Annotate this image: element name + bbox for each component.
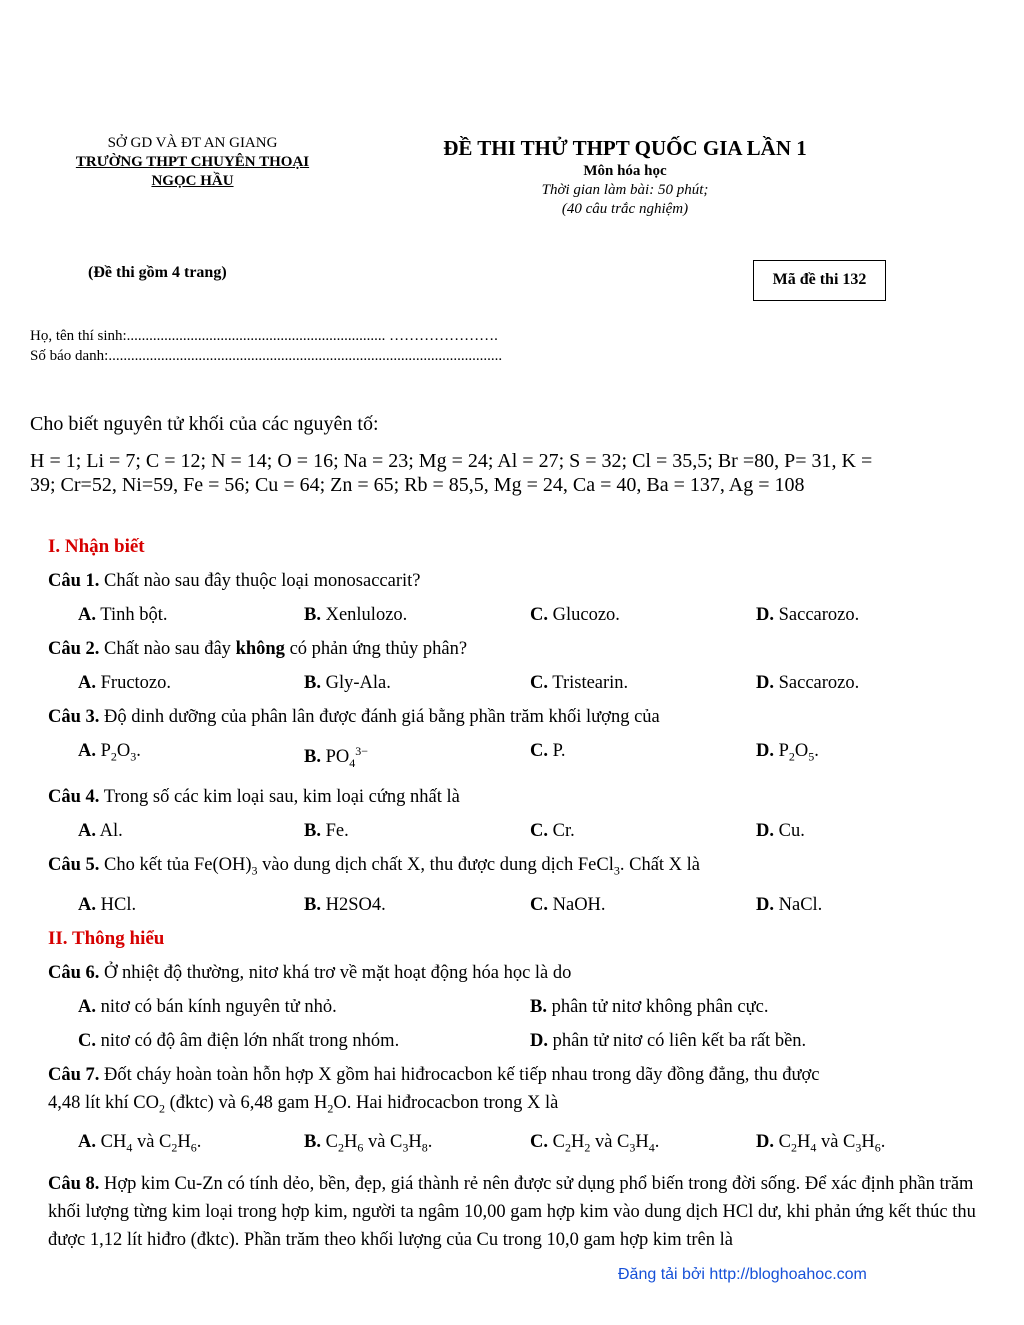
- question-label: Câu 4.: [48, 786, 100, 807]
- option-b: B. H2SO4.: [304, 894, 386, 915]
- option-d: D. Cu.: [756, 820, 805, 841]
- option-c: C. NaOH.: [530, 894, 606, 915]
- option-a: A. Fructozo.: [78, 673, 172, 693]
- section-title: II. Thông hiểu: [48, 927, 165, 949]
- header-right: [405, 134, 845, 219]
- exam-code: Mã đề thi 132: [753, 260, 886, 301]
- atomic-line-1: H = 1; Li = 7; C = 12; N = 14; O = 16; Na = 23; Mg = 24; Al = 27; S = 32; Cl = 35,5; Br =80, P= 31, K =: [30, 450, 873, 472]
- option-b: B. phân tử nitơ không phân cực.: [530, 996, 769, 1017]
- question-label: Câu 8.: [48, 1173, 100, 1194]
- option-b: B. Fe.: [304, 820, 349, 841]
- question-8: Câu 8. Hợp kim Cu-Zn có tính dẻo, bền, đẹp, giá thành rẻ nên được sử dụng phổ biến trong đời sống. Để xác định phần trăm khối lượng từng kim loại trong hợp kim, người ta ngâm 10,00 gam hợp kim vào dung dịch HCl dư, khi phản ứng kết thúc thu được 1,12 lít hiđro (đktc). Phần trăm theo khối lượng của Cu trong 10,0 gam hợp kim trên là: [48, 1173, 976, 1250]
- option-c: C. Glucozo.: [530, 605, 620, 625]
- question-text: Chất nào sau đây thuộc loại monosaccarit?: [99, 571, 421, 591]
- question-label: Câu 5.: [48, 854, 100, 875]
- options-7: [78, 1130, 988, 1160]
- option-a: A. nitơ có bán kính nguyên tử nhỏ.: [78, 996, 337, 1017]
- section-title: I. Nhận biết: [48, 536, 145, 557]
- question-6: Câu 6. Ở nhiệt độ thường, nitơ khá trơ về mặt hoạt động hóa học là do: [48, 962, 572, 983]
- option-a: A. Tinh bột.: [78, 605, 168, 625]
- atomic-intro: Cho biết nguyên tử khối của các nguyên tố:: [30, 413, 379, 435]
- option-a: A. $CH_4$ và $C_2H_6$.: [78, 1132, 202, 1155]
- candidate-id: Số báo danh:.........................................................................................................: [30, 348, 503, 364]
- question-3: Câu 3. Độ dinh dưỡng của phân lân được đánh giá bằng phần trăm khối lượng của: [48, 707, 660, 727]
- atomic-line-2: 39; Cr=52, Ni=59, Fe = 56; Cu = 64; Zn = 65; Rb = 85,5, Mg = 24, Ca = 40, Ba = 137, Ag = 108: [30, 474, 805, 496]
- header-left: [40, 134, 345, 191]
- option-d: D. Saccarozo.: [756, 605, 860, 625]
- question-count: (40 câu trắc nghiệm): [561, 201, 689, 217]
- option-d: D. $C_2H_4$ và $C_3H_6$.: [756, 1132, 886, 1155]
- exam-title: ĐỀ THI THỬ THPT QUỐC GIA LẦN 1: [443, 136, 807, 160]
- option-d: D. Saccarozo.: [756, 673, 860, 693]
- option-d: D. phân tử nitơ có liên kết ba rất bền.: [530, 1030, 807, 1051]
- options-1: [78, 603, 988, 627]
- footer-credit: Đăng tải bởi http://bloghoahoc.com: [618, 1266, 867, 1283]
- question-7-cont: 4,48 lít khí $CO_2$ (đktc) và 6,48 gam $H_2O$. Hai hiđrocacbon trong X là: [48, 1092, 559, 1116]
- school-name-1: TRƯỜNG THPT CHUYÊN THOẠI: [75, 154, 310, 170]
- option-c: C. Cr.: [530, 820, 575, 841]
- department: SỞ GD VÀ ĐT AN GIANG: [107, 135, 278, 151]
- question-label: Câu 7.: [48, 1064, 100, 1085]
- option-b: B. Gly-Ala.: [304, 673, 391, 693]
- option-d: D. NaCl.: [756, 894, 823, 915]
- options-4: [78, 819, 988, 843]
- options-2: [78, 671, 988, 695]
- questions-body: [48, 535, 988, 1260]
- option-a: A. HCl.: [78, 894, 137, 915]
- option-a: A. Al.: [78, 820, 123, 841]
- option-b: B. $PO_4^{3-}$: [304, 744, 369, 770]
- option-c: C. P.: [530, 741, 566, 761]
- page-count: (Đề thi gồm 4 trang): [88, 264, 227, 281]
- options-6-row1: [78, 995, 988, 1019]
- question-label: Câu 3.: [48, 707, 100, 727]
- option-c: C. $C_2H_2$ và $C_3H_4$.: [530, 1132, 660, 1155]
- option-d: D. $P_2O_5$.: [756, 741, 819, 764]
- question-2: Câu 2. Chất nào sau đây không có phản ứng thủy phân?: [48, 639, 468, 659]
- option-a: A. $P_2O_3$.: [78, 741, 141, 764]
- options-6-row2: [78, 1029, 988, 1053]
- options-5: [78, 893, 988, 917]
- option-b: B. Xenlulozo.: [304, 605, 408, 625]
- question-label: Câu 6.: [48, 962, 100, 983]
- subject: Môn hóa học: [583, 163, 667, 179]
- school-name-2: NGỌC HẦU: [151, 173, 234, 189]
- question-4: Câu 4. Trong số các kim loại sau, kim loại cứng nhất là: [48, 786, 460, 807]
- time-limit: Thời gian làm bài: 50 phút;: [541, 182, 709, 198]
- question-label: Câu 1.: [48, 571, 100, 591]
- options-3: [78, 739, 988, 775]
- option-c: C. nitơ có độ âm điện lớn nhất trong nhóm.: [78, 1030, 400, 1051]
- question-1: [48, 569, 988, 593]
- candidate-name: Họ, tên thí sinh:..................................................................... ………………….: [30, 328, 498, 344]
- option-b: B. $C_2H_6$ và $C_3H_8$.: [304, 1132, 433, 1155]
- question-5: Câu 5. Cho kết tủa $Fe(OH)_3$ vào dung dịch chất X, thu được dung dịch FeCl$_3$. Chất X là: [48, 854, 701, 878]
- option-c: C. Tristearin.: [530, 673, 629, 693]
- question-7: Câu 7. Đốt cháy hoàn toàn hỗn hợp X gồm hai hiđrocacbon kế tiếp nhau trong dãy đồng đẳng, thu được: [48, 1064, 820, 1085]
- question-label: Câu 2.: [48, 639, 100, 659]
